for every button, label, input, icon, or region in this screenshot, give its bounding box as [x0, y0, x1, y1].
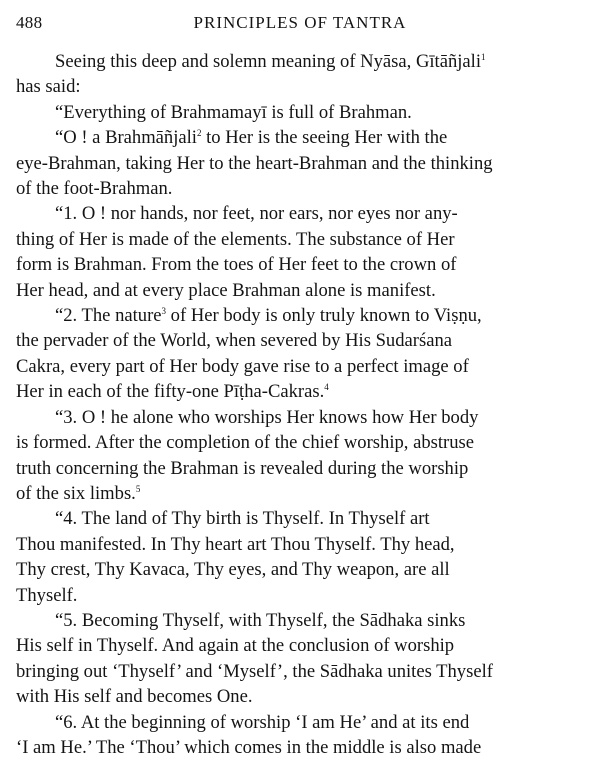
paragraph-text: of Her body is only truly known to Viṣṇu, the pervader of the World, when severed by His Sudarśana Cakra, every part of Her body gave rise to a perfect image of Her in each of the fifty-one Pīṭha-Cakras.: [16, 305, 482, 403]
page-header: [16, 13, 584, 35]
footnote-marker: 5: [135, 483, 141, 494]
paragraph: [16, 100, 586, 125]
footnote-marker: 2: [196, 128, 202, 139]
paragraph-text: “Everything of Brahmamayī is full of Brahman.: [55, 101, 412, 123]
running-head: PRINCIPLES OF TANTRA: [193, 13, 407, 32]
footnote-marker: 3: [161, 305, 167, 316]
paragraph-text: “1. O ! nor hands, nor feet, nor ears, nor eyes nor any- thing of Her is made of the elements. The substance of Her form is Brahman. From the toes of Her feet to the crown of Her head, and at every place Brahman alone is manifest.: [16, 203, 458, 301]
paragraph-text: “2. The nature: [55, 305, 162, 327]
paragraph: [16, 506, 586, 608]
paragraph: [16, 201, 586, 303]
body-text: [16, 49, 586, 760]
paragraph-text: “5. Becoming Thyself, with Thyself, the Sādhaka sinks His self in Thyself. And again at the conclusion of worship bringing out ‘Thyself’ and ‘Myself’, the Sādhaka unites Thyself with His self and becomes One.: [16, 609, 493, 708]
paragraph-text: “4. The land of Thy birth is Thyself. In Thyself art Thou manifested. In Thy heart art Thou Thyself. Thy head, Thy crest, Thy Kavaca, Thy eyes, and Thy weapon, are all Thyself.: [16, 508, 455, 606]
paragraph-text: “O ! a Brahmāñjali: [55, 127, 197, 149]
paragraph: [16, 125, 586, 201]
paragraph-text: “3. O ! he alone who worships Her knows how Her body is formed. After the completion of the chief worship, abstruse truth concerning the Brahman is revealed during the worship of the six limbs.: [16, 406, 479, 504]
footnote-marker: 4: [324, 382, 329, 393]
paragraph: [16, 608, 586, 710]
paragraph: [16, 710, 586, 761]
page-number: 488: [16, 13, 43, 32]
paragraph: [16, 405, 586, 507]
paragraph-text: Seeing this deep and solemn meaning of Nyāsa, Gītāñjali: [55, 51, 482, 72]
paragraph: [16, 303, 586, 405]
footnote-marker: 1: [481, 51, 486, 62]
paragraph: [16, 49, 586, 100]
paragraph-text: has said:: [16, 76, 81, 98]
paragraph-text: “6. At the beginning of worship ‘I am He’ and at its end ‘I am He.’ The ‘Thou’ which comes in the middle is also made: [16, 711, 482, 758]
paragraph-text: to Her is the seeing Her with the eye-Brahman, taking Her to the heart-Brahman and the thinking of the foot-Brahman.: [16, 127, 493, 200]
